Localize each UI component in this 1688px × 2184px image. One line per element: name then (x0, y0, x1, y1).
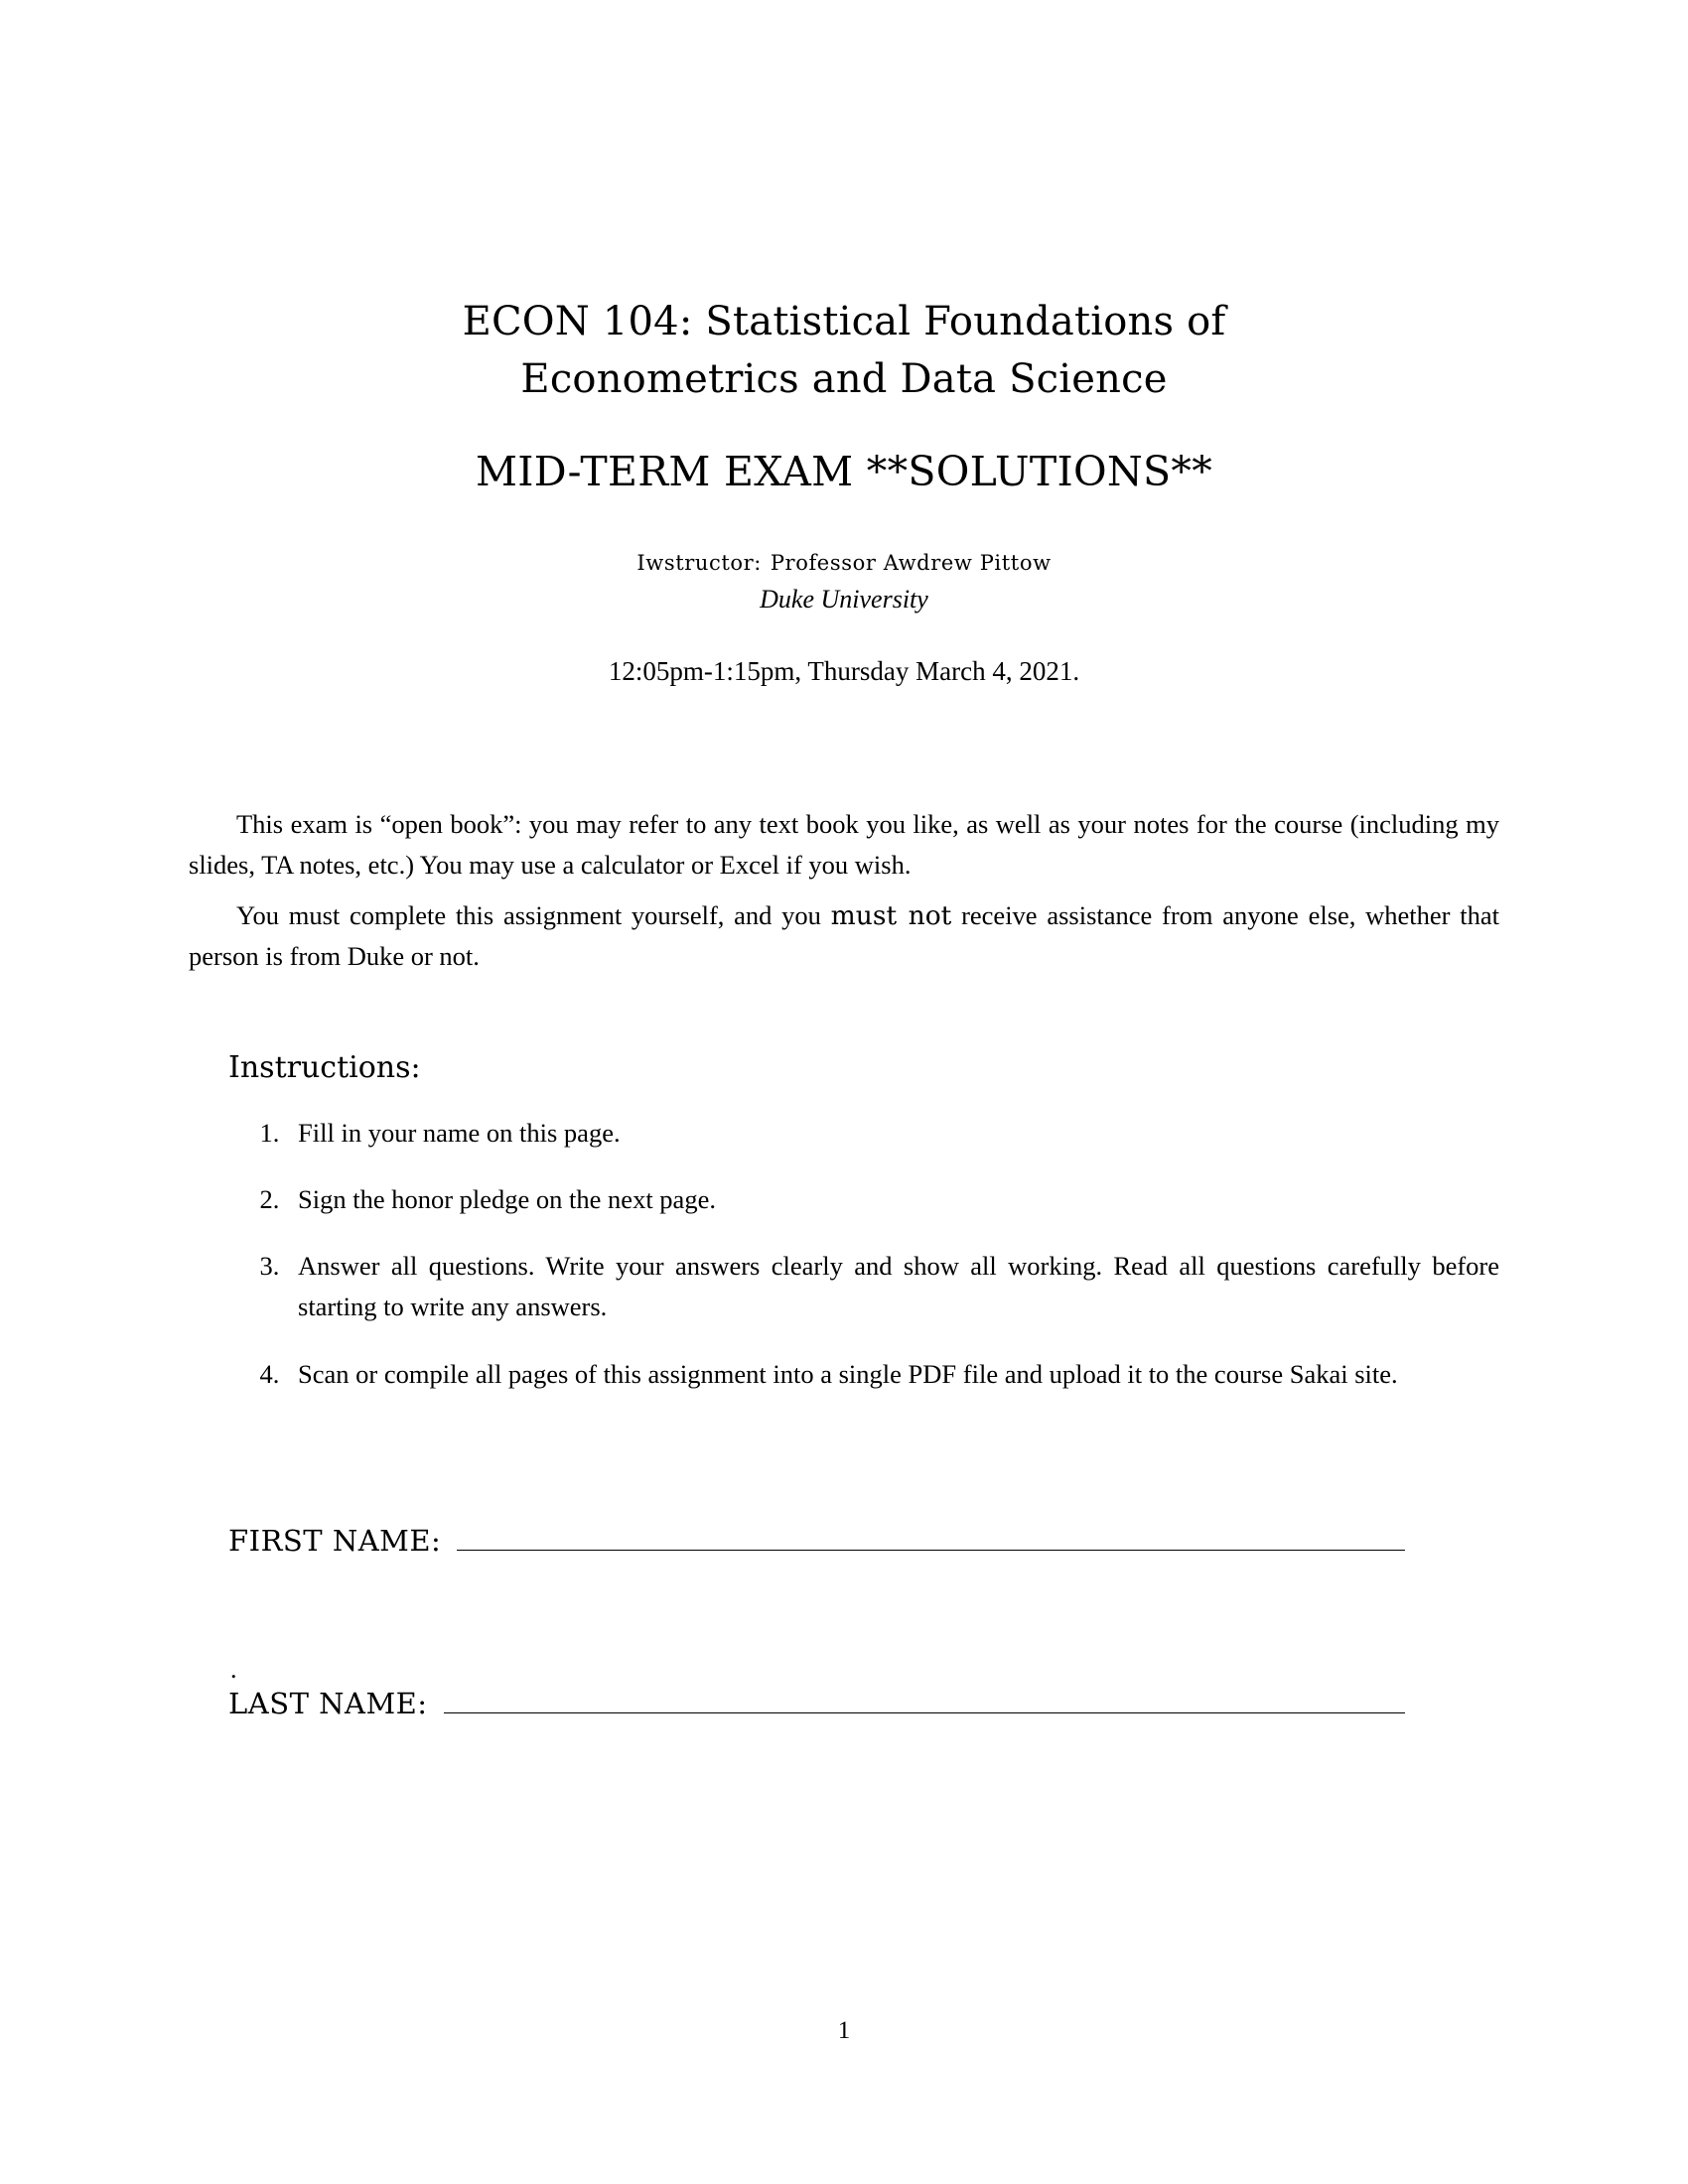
instructions-heading: Instructions: (228, 1050, 421, 1086)
page-number: 1 (837, 2017, 851, 2044)
instructor-name: Professor Awdrew Pittow (770, 551, 1052, 575)
title-block (189, 293, 1499, 687)
last-name-input[interactable] (444, 1693, 1405, 1713)
list-item: 2. Sign the honor pledge on the next page. (286, 1179, 1499, 1220)
last-name-field[interactable] (228, 1687, 1499, 1720)
university-name: Duke University (760, 585, 928, 614)
honor-paragraph (189, 895, 1499, 977)
first-name-row (189, 1524, 1499, 1558)
first-name-field[interactable] (228, 1524, 1499, 1558)
list-item: 1. Fill in your name on this page. (286, 1113, 1499, 1154)
page-content (189, 0, 1499, 1720)
first-name-input[interactable] (457, 1530, 1405, 1551)
first-name-label: FIRST NAME: (228, 1523, 442, 1558)
instructor-line (189, 547, 1499, 577)
course-title (189, 293, 1499, 408)
stray-dot: . (230, 1654, 237, 1684)
body-block (189, 804, 1499, 977)
instructions-list (189, 1113, 1499, 1394)
open-book-paragraph: This exam is “open book”: you may refer to any text book you like, as well as your notes for the course (including my slides, TA notes, etc.) You may use a calculator or Excel if you wish. (189, 809, 1499, 881)
course-title-line1: ECON 104: Statistical Foundations of (462, 299, 1226, 344)
list-item: 3. Answer all questions. Write your answers clearly and show all working. Read all questions carefully before starting to write any answers. (286, 1246, 1499, 1327)
last-name-label: LAST NAME: (228, 1686, 428, 1720)
honor-paragraph-emphasis: must not (830, 900, 952, 932)
list-item: 4. Scan or compile all pages of this assignment into a single PDF file and upload it to the course Sakai site. (286, 1354, 1499, 1395)
exam-title: MID-TERM EXAM **SOLUTIONS** (475, 448, 1213, 495)
course-title-line2: Econometrics and Data Science (520, 356, 1168, 402)
honor-paragraph-part2: receive assistance from anyone else, whether that person is from Duke or not. (189, 900, 1499, 972)
exam-datetime: 12:05pm-1:15pm, Thursday March 4, 2021. (608, 656, 1080, 686)
honor-paragraph-part1: You must complete this assignment yourself, and you (236, 900, 831, 931)
instructor-label: Iwstructor: (636, 551, 762, 575)
last-name-row (189, 1687, 1499, 1720)
